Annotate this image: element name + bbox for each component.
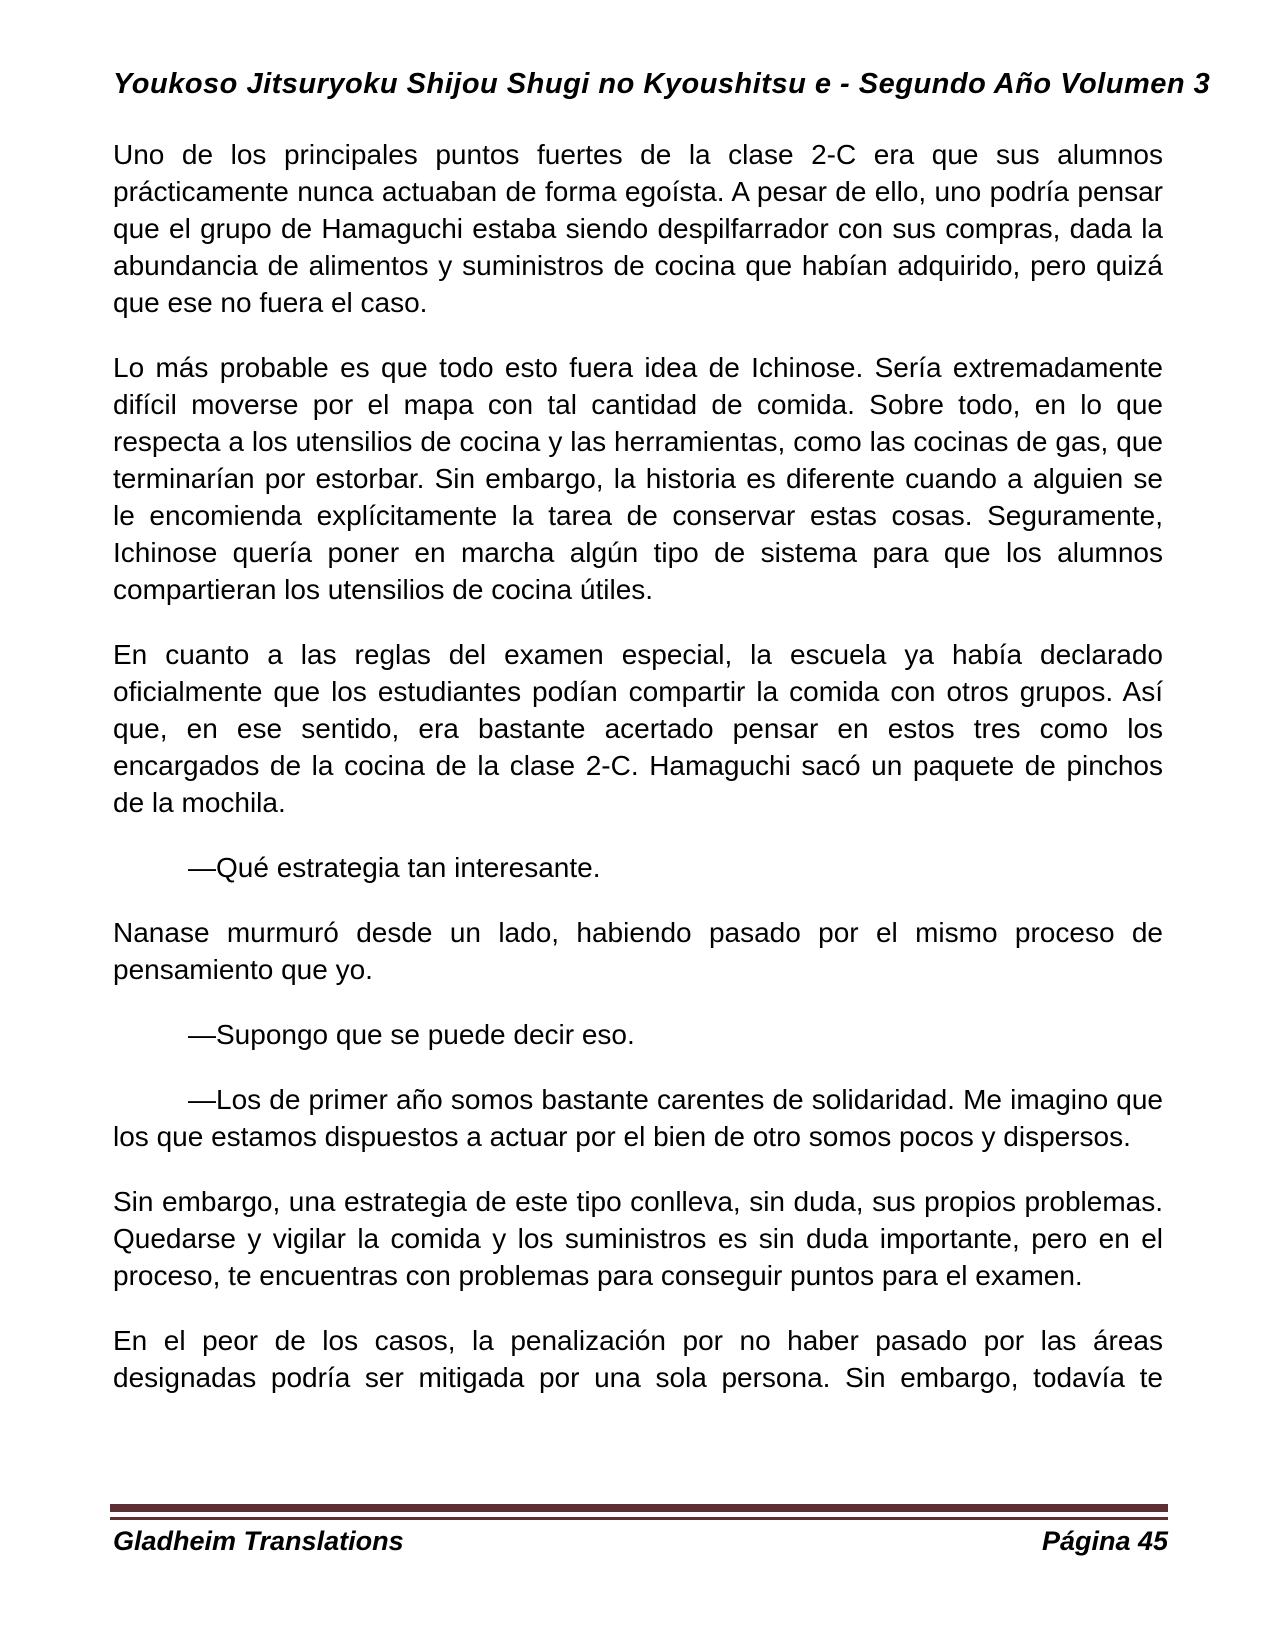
dialogue-paragraph: —Qué estrategia tan interesante.: [188, 852, 601, 883]
paragraph: En cuanto a las reglas del examen especial, la escuela ya había declarado oficialmente que los estudiantes podían compartir la comida con otros grupos. Así que, en ese sentido, era bastante acertado pensar en estos tres como los encargados de la cocina de la clase 2-C. Hamaguchi sacó un paquete de pinchos de la mochila.: [113, 639, 1163, 818]
paragraph: Uno de los principales puntos fuertes de la clase 2-C era que sus alumnos prácticamente nunca actuaban de forma egoísta. A pesar de ello, uno podría pensar que el grupo de Hamaguchi estaba siendo despilfarrador con sus compras, dada la abundancia de alimentos y suministros de cocina que habían adquirido, pero quizá que ese no fuera el caso.: [113, 139, 1163, 318]
header-title: Youkoso Jitsuryoku Shijou Shugi no Kyoushitsu e - Segundo Año Volumen 3: [113, 68, 1211, 100]
page-header: [113, 68, 1211, 101]
footer-page-number: Página 45: [1041, 1526, 1168, 1556]
paragraph: En el peor de los casos, la penalización por no haber pasado por las áreas designadas podría ser mitigada por una sola persona. Sin embargo, todavía te: [113, 1325, 1163, 1393]
dialogue-paragraph: —Supongo que se puede decir eso.: [188, 1019, 635, 1050]
footer-brand: Gladheim Translations: [113, 1526, 404, 1556]
document-body: [113, 136, 1163, 1396]
page-footer: [113, 1526, 1168, 1557]
paragraph: Lo más probable es que todo esto fuera idea de Ichinose. Sería extremadamente difícil moverse por el mapa con tal cantidad de comida. Sobre todo, en lo que respecta a los utensilios de cocina y las herramientas, como las cocinas de gas, que terminarían por estorbar. Sin embargo, la historia es diferente cuando a alguien se le encomienda explícitamente la tarea de conservar estas cosas. Seguramente, Ichinose quería poner en marcha algún tipo de sistema para que los alumnos compartieran los utensilios de cocina útiles.: [113, 352, 1163, 605]
footer-divider: [110, 1504, 1168, 1520]
paragraph: Nanase murmuró desde un lado, habiendo pasado por el mismo proceso de pensamiento que yo.: [113, 917, 1163, 985]
paragraph: Sin embargo, una estrategia de este tipo conlleva, sin duda, sus propios problemas. Quedarse y vigilar la comida y los suministros es sin duda importante, pero en el proceso, te encuentras con problemas para conseguir puntos para el examen.: [113, 1186, 1163, 1291]
dialogue-paragraph: —Los de primer año somos bastante carentes de solidaridad. Me imagino que los que estamos dispuestos a actuar por el bien de otro somos pocos y dispersos.: [113, 1084, 1163, 1152]
